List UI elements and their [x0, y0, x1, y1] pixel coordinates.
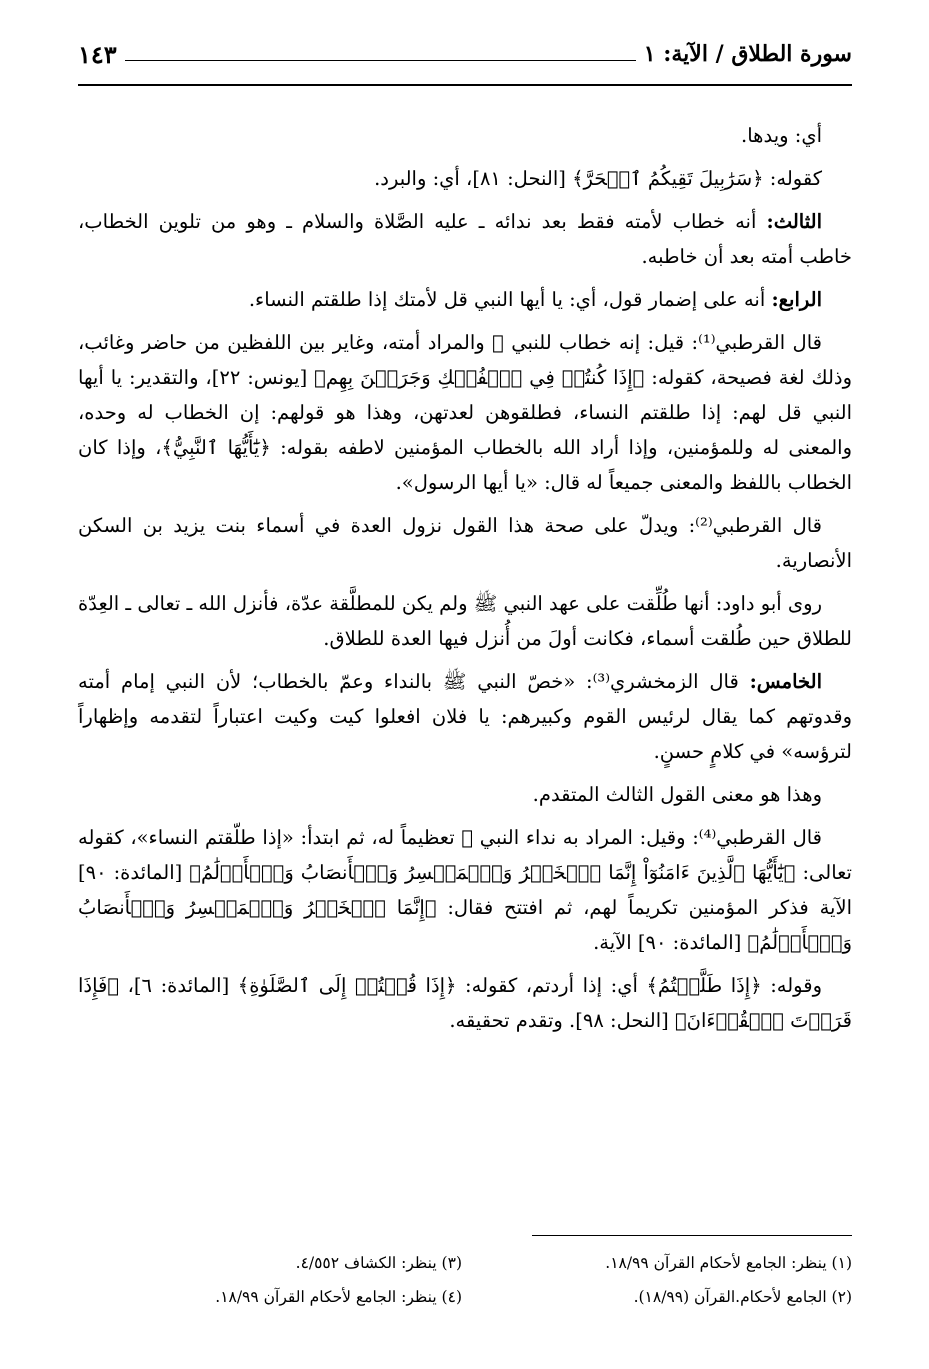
paragraph — [78, 968, 852, 1038]
paragraph-text: وقوله: ﴿إِذَا طَلَّقۡتُمُ﴾ أي: إذا أردتم، كقوله: ﴿إِذَا قُمۡتُمۡ إِلَى ٱلصَّلَوٰةِ﴾ [المائدة: ٦]، ﴿فَإِذَا قَرَأۡتَ ٱلۡقُرۡءَانَ﴾ [النحل: ٩٨]. وتقدم تحقيقه. — [78, 974, 852, 1032]
footnote-2: (٢) الجامع لأحكام.القرآن (١٨/٩٩). — [633, 1288, 852, 1306]
running-header — [78, 34, 852, 74]
header-dash-line — [125, 60, 636, 61]
section-keyword: الرابع: — [771, 288, 822, 311]
footnote-3: (٣) ينظر: الكشاف ٤/٥٥٢. — [295, 1254, 462, 1272]
footnotes — [78, 1246, 852, 1314]
footnote-rule — [532, 1235, 852, 1236]
paragraph-text: أنه على إضمار قول، أي: يا أيها النبي قل لأمتك إذا طلقتم النساء. — [248, 288, 772, 311]
paragraph-text: قال القرطبي⁽¹⁾: قيل: إنه خطاب للنبي ﷺ والمراد أمته، وغاير بين اللفظين من حاضر وغائب، وذلك لغة فصيحة، كقوله: ﴿إِذَا كُنتُمۡ فِي ٱلۡفُلۡكِ وَجَرَيۡنَ بِهِم﴾ [يونس: ٢٢]، والتقدير: يا أيها النبي قل لهم: إذا طلقتم النساء، فطلقوهن لعدتهن، وهذا هو قولهم: إن الخطاب له وحده، والمعنى له وللمؤمنين، وإذا أراد الله بالخطاب المؤمنين لاطفه بقوله: ﴿يَٰٓأَيُّهَا ٱلنَّبِيُّ﴾، وإذا كان الخطاب باللفظ والمعنى جميعاً له قال: «يا أيها الرسول». — [78, 331, 852, 494]
paragraph-text: روى أبو داود: أنها طُلِّقت على عهد النبي ﷺ ولم يكن للمطلَّقة عدّة، فأنزل الله ـ تعالى ـ العِدّة للطلاق حين طُلقت أسماء، فكانت أولَ من أُنزل فيها العدة للطلاق. — [78, 592, 852, 650]
paragraph — [78, 664, 852, 769]
paragraph — [78, 161, 852, 196]
paragraph-text: قال الزمخشري⁽³⁾: «خصّ النبي ﷺ بالنداء وعمّ بالخطاب؛ لأن النبي إمام أمته وقدوتهم كما يقال لرئيس القوم وكبيرهم: يا فلان افعلوا كيت وكيت اعتباراً لتقدمه وإظهاراً لترؤسه» في كلامٍ حسنٍ. — [78, 670, 852, 763]
paragraph-text: قال القرطبي⁽²⁾: ويدلّ على صحة هذا القول نزول العدة في أسماء بنت يزيد بن السكن الأنصارية. — [78, 514, 852, 572]
page-number: ١٤٣ — [78, 39, 117, 69]
paragraph — [78, 820, 852, 960]
section-keyword: الخامس: — [749, 670, 823, 693]
footnote-1: (١) ينظر: الجامع لأحكام القرآن ١٨/٩٩. — [605, 1254, 852, 1272]
paragraph-text: وهذا هو معنى القول الثالث المتقدم. — [532, 783, 822, 806]
paragraph — [78, 586, 852, 656]
paragraph — [78, 777, 852, 812]
running-title: سورة الطلاق / الآية: ١ — [643, 41, 852, 67]
paragraph — [78, 508, 852, 578]
paragraph — [78, 118, 852, 153]
paragraph-text: أي: ويدها. — [741, 124, 822, 147]
paragraph-text: أنه خطاب لأمته فقط بعد ندائه ـ عليه الصَّلاة والسلام ـ وهو من تلوين الخطاب، خاطب أمته بعد أن خاطبه. — [78, 210, 852, 268]
paragraph — [78, 325, 852, 500]
footnote-4: (٤) ينظر: الجامع لأحكام القرآن ١٨/٩٩. — [215, 1288, 462, 1306]
paragraph — [78, 282, 852, 317]
section-keyword: الثالث: — [766, 210, 822, 233]
main-text — [78, 118, 852, 1046]
header-rule — [78, 84, 852, 86]
paragraph — [78, 204, 852, 274]
paragraph-text: كقوله: ﴿سَرَٰبِيلَ تَقِيكُمُ ٱلۡحَرَّ﴾ [النحل: ٨١]، أي: والبرد. — [374, 167, 822, 190]
paragraph-text: قال القرطبي⁽⁴⁾: وقيل: المراد به نداء النبي ﷺ تعظيماً له، ثم ابتدأ: «إذا طلّقتم النساء»، كقوله تعالى: ﴿يَٰٓأَيُّهَا ٱلَّذِينَ ءَامَنُوٓاْ إِنَّمَا ٱلۡخَمۡرُ وَٱلۡمَيۡسِرُ وَٱلۡأَنصَابُ وَٱلۡأَزۡلَٰمُ﴾ [المائدة: ٩٠] الآية فذكر المؤمنين تكريماً لهم، ثم افتتح فقال: ﴿إِنَّمَا ٱلۡخَمۡرُ وَٱلۡمَيۡسِرُ وَٱلۡأَنصَابُ وَٱلۡأَزۡلَٰمُ﴾ [المائدة: ٩٠] الآية. — [78, 826, 852, 954]
